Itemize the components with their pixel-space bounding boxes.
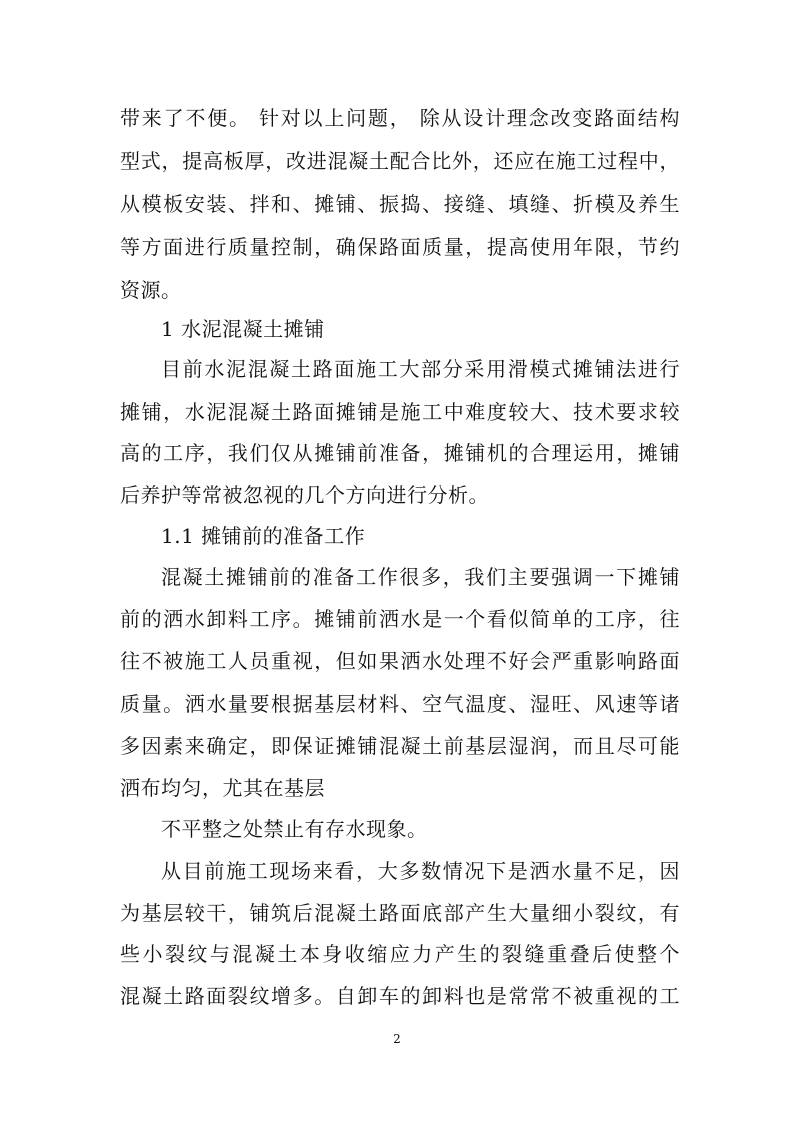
body-text-line: 不平整之处禁止有存水现象。 [161, 817, 428, 841]
body-text-line: 后养护等常被忽视的几个方向进行分析。 [120, 483, 489, 507]
body-text-line: 目前水泥混凝土路面施工大部分采用滑模式摊铺法进行 [161, 357, 680, 381]
body-text-line: 从模板安装、拌和、摊铺、振捣、接缝、填缝、折模及养生 [120, 192, 680, 216]
body-text-line: 从目前施工现场来看，大多数情况下是洒水量不足，因 [161, 859, 680, 883]
body-text-line: 多因素来确定，即保证摊铺混凝土前基层湿润，而且尽可能 [120, 734, 680, 758]
body-text-line: 洒布均匀，尤其在基层 [120, 776, 325, 800]
body-text-line: 高的工序，我们仅从摊铺前准备，摊铺机的合理运用，摊铺 [120, 441, 680, 465]
body-text-line: 等方面进行质量控制，确保路面质量，提高使用年限，节约 [120, 235, 680, 259]
body-text-line: 摊铺，水泥混凝土路面摊铺是施工中难度较大、技术要求较 [120, 400, 680, 424]
body-text-line: 带来了不便。 针对以上问题， 除从设计理念改变路面结构 [120, 106, 680, 130]
section-heading: 1 水泥混凝土摊铺 [161, 317, 325, 341]
body-text-line: 为基层较干，铺筑后混凝土路面底部产生大量细小裂纹，有 [120, 901, 680, 925]
body-text-line: 质量。洒水量要根据基层材料、空气温度、湿旺、风速等诸 [120, 692, 680, 716]
body-text-line: 型式，提高板厚，改进混凝土配合比外，还应在施工过程中， [120, 149, 680, 173]
body-text-line: 混凝土摊铺前的准备工作很多，我们主要强调一下摊铺 [161, 565, 680, 589]
body-text-line: 些小裂纹与混凝土本身收缩应力产生的裂缝重叠后使整个 [120, 942, 680, 966]
body-text-line: 往不被施工人员重视，但如果洒水处理不好会严重影响路面 [120, 649, 680, 673]
body-text-line: 混凝土路面裂纹增多。自卸车的卸料也是常常不被重视的工 [120, 984, 680, 1008]
page-number: 2 [393, 1032, 401, 1046]
body-text-line: 资源。 [120, 278, 182, 302]
subsection-heading: 1.1 摊铺前的准备工作 [161, 524, 366, 548]
body-text-line: 前的洒水卸料工序。摊铺前洒水是一个看似简单的工序，往 [120, 607, 680, 631]
